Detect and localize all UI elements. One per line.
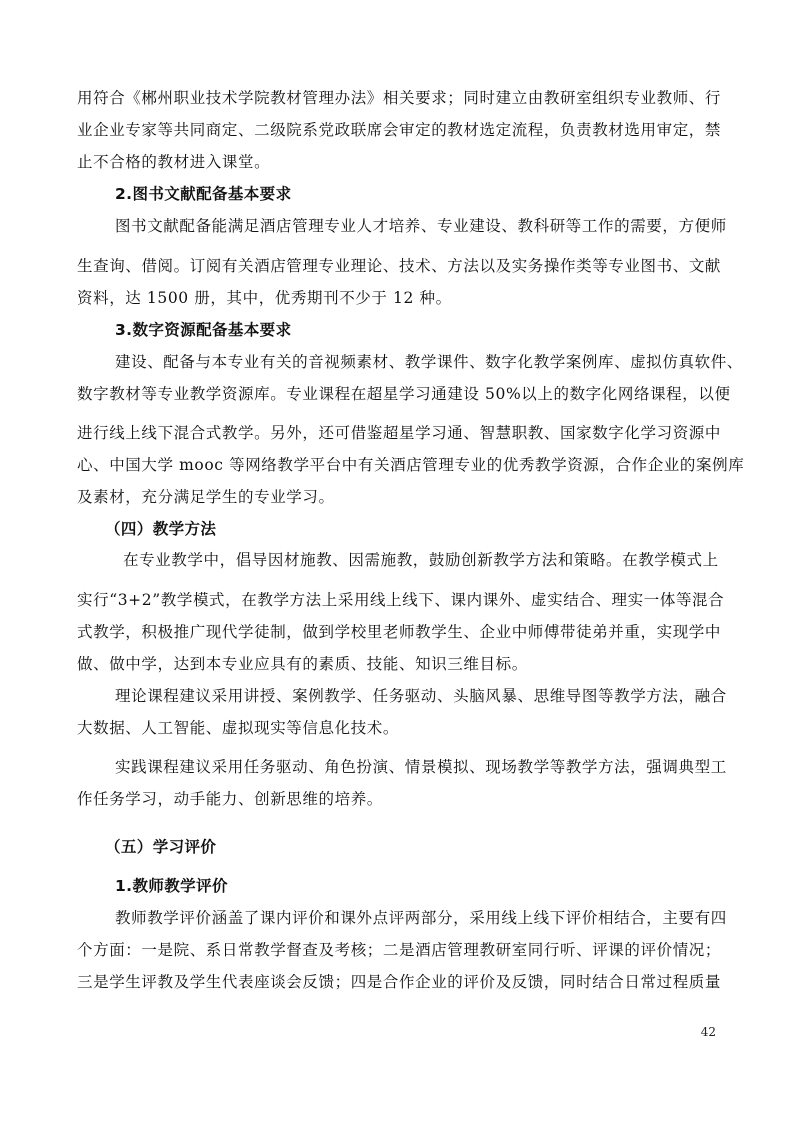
paragraph-line: 进行线上线下混合式教学。另外，还可借鉴超星学习通、智慧职教、国家数字化学习资源中 xyxy=(77,424,722,442)
paragraph-line: 个方面：一是院、系日常教学督查及考核；二是酒店管理教研室同行听、评课的评价情况； xyxy=(77,941,722,959)
paragraph-line: 数字教材等专业教学资源库。专业课程在超星学习通建设 50%以上的数字化网络课程，以便 xyxy=(77,385,731,403)
paragraph-line: 式教学，积极推广现代学徒制，做到学校里老师教学生、企业中师傅带徒弟并重，实现学中 xyxy=(77,623,722,641)
paragraph-line: 用符合《郴州职业技术学院教材管理办法》相关要求；同时建立由教研室组织专业教师、行 xyxy=(77,89,722,107)
paragraph-line: 资料，达 1500 册，其中，优秀期刊不少于 12 种。 xyxy=(77,289,452,307)
paragraph-line: 三是学生评教及学生代表座谈会反馈；四是合作企业的评价及反馈，同时结合日常过程质量 xyxy=(77,973,722,991)
paragraph-line: 实践课程建议采用任务驱动、角色扮演、情景模拟、现场教学等教学方法，强调典型工 xyxy=(115,758,727,776)
paragraph-line: 在专业教学中，倡导因材施教、因需施教，鼓励创新教学方法和策略。在教学模式上 xyxy=(123,551,719,569)
section-heading: （四）教学方法 xyxy=(105,520,217,538)
paragraph-line: 教师教学评价涵盖了课内评价和课外点评两部分，采用线上线下评价相结合，主要有四 xyxy=(115,909,727,927)
paragraph-line: 止不合格的教材进入课堂。 xyxy=(77,153,271,171)
paragraph-line: 心、中国大学 mooc 等网络教学平台中有关酒店管理专业的优秀教学资源，合作企业的案例库 xyxy=(77,456,745,474)
paragraph-line: 作任务学习，动手能力、创新思维的培养。 xyxy=(77,790,383,808)
paragraph-line: 及素材，充分满足学生的专业学习。 xyxy=(77,488,335,506)
subsection-heading: 1.教师教学评价 xyxy=(115,877,228,895)
section-heading: （五）学习评价 xyxy=(105,838,217,856)
paragraph-line: 图书文献配备能满足酒店管理专业人才培养、专业建设、教科研等工作的需要，方便师 xyxy=(115,217,727,235)
paragraph-line: 做、做中学，达到本专业应具有的素质、技能、知识三维目标。 xyxy=(77,655,528,673)
page-number: 42 xyxy=(700,1025,716,1039)
paragraph-line: 理论课程建议采用讲授、案例教学、任务驱动、头脑风暴、思维导图等教学方法，融合 xyxy=(115,687,727,705)
subsection-heading: 3.数字资源配备基本要求 xyxy=(115,321,292,339)
paragraph-line: 大数据、人工智能、虚拟现实等信息化技术。 xyxy=(77,719,400,737)
subsection-heading: 2.图书文献配备基本要求 xyxy=(115,185,292,203)
paragraph-line: 建设、配备与本专业有关的音视频素材、教学课件、数字化教学案例库、虚拟仿真软件、 xyxy=(115,353,743,371)
paragraph-line: 实行“3+2”教学模式，在教学方法上采用线上线下、课内课外、虚实结合、理实一体等混合 xyxy=(77,591,725,609)
paragraph-line: 业企业专家等共同商定、二级院系党政联席会审定的教材选定流程，负责教材选用审定，禁 xyxy=(77,121,722,139)
paragraph-line: 生查询、借阅。订阅有关酒店管理专业理论、技术、方法以及实务操作类等专业图书、文献 xyxy=(77,257,722,275)
